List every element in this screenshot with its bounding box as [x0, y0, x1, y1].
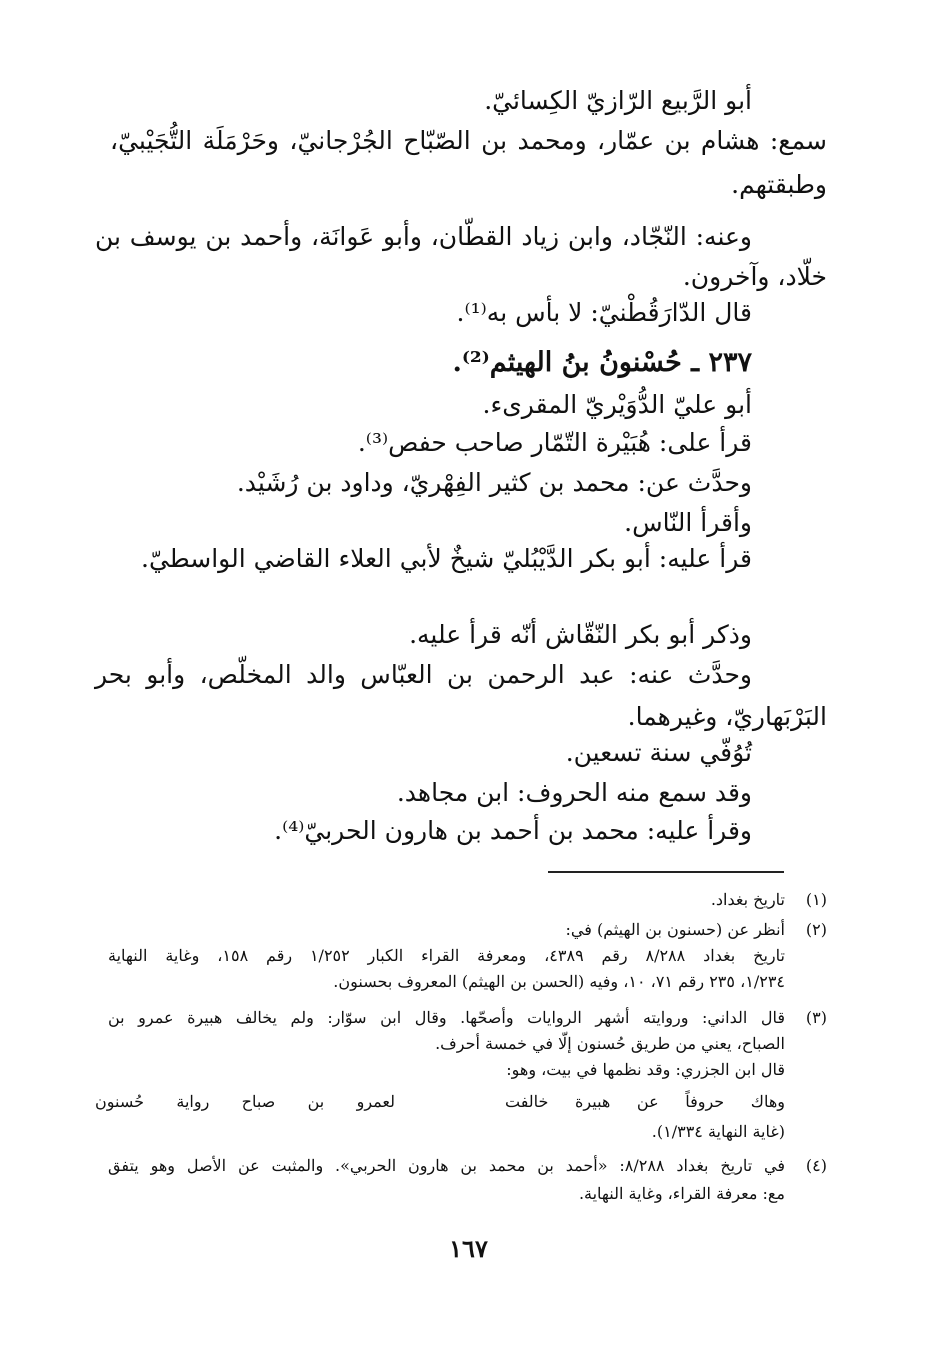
text-line-17: وقد سمع منه الحروف: ابن مجاهد.: [396, 778, 752, 807]
footnote-2-line-1: أنظر عن (حسنون بن الهيثم) في:: [565, 920, 785, 939]
text-line-1: أبو الرَّبيع الرّازيّ الكِسائيّ.: [484, 86, 752, 115]
text-line-3: وطبقتهم.: [731, 170, 827, 199]
footnote-number-3: (٣): [805, 1008, 827, 1027]
footnote-2-line-2: تاريخ بغداد ٨/٢٨٨ رقم ٤٣٨٩، ومعرفة القراء الكبار ١/٢٥٢ رقم ١٥٨، وغاية النهاية: [108, 946, 785, 965]
text-line-6: قال الدّارَقُطْنيّ: لا بأس به⁽¹⁾.: [456, 298, 752, 327]
footnote-2-line-3: ١/٢٣٤، ٢٣٥ رقم ٧١، ١٠، وفيه (الحسن بن الهيثم) المعروف بحسنون.: [333, 972, 785, 991]
footnote-1: تاريخ بغداد.: [710, 890, 785, 909]
page-number: ١٦٧: [449, 1234, 488, 1263]
footnote-3-verse-first-half: وهاك حروفاً عن هبيرة خالفت: [505, 1092, 785, 1111]
text-line-2: سمع: هشام بن عمّار، ومحمد بن الصّبّاح الجُرْجانيّ، وحَرْمَلَة التُّجَيْبيّ،: [110, 126, 827, 155]
footnote-4-line-1: في تاريخ بغداد ٨/٢٨٨: «أحمد بن محمد بن هارون الحربي». والمثبت عن الأصل وهو يتفق: [108, 1156, 786, 1175]
text-line-16: تُوُفّي سنة تسعين.: [565, 738, 752, 767]
footnote-3-line-5: (غاية النهاية ١/٣٣٤).: [651, 1122, 785, 1141]
footnote-separator: [548, 871, 784, 873]
footnote-number-1: (١): [805, 890, 827, 909]
text-line-8: أبو عليّ الدُّوَيْريّ المقرىء.: [482, 390, 752, 419]
footnote-number-4: (٤): [805, 1156, 827, 1175]
footnote-number-2: (٢): [805, 920, 827, 939]
text-line-13: وذكر أبو بكر النّقّاش أنّه قرأ عليه.: [409, 620, 752, 649]
text-line-12: قرأ عليه: أبو بكر الدَّيْبُليّ شيخٌ لأبي العلاء القاضي الواسطيّ.: [141, 544, 752, 573]
footnote-3-line-1: قال الداني: وروايته أشهر الروايات وأصحّها. وقال ابن سوّار: ولم يخالف هبيرة عمرو بن: [108, 1008, 785, 1027]
text-line-5: خلّاد، وآخرون.: [682, 262, 827, 291]
entry-heading: ٢٣٧ ـ حُسْنونُ بنُ الهيثم⁽²⁾.: [452, 347, 752, 378]
text-line-15: البَرْبَهاريّ، وغيرهما.: [627, 702, 827, 731]
footnote-4-line-2: مع: معرفة القراء، وغاية النهاية.: [578, 1184, 785, 1203]
text-line-4: وعنه: النّجّاد، وابن زياد القطّان، وأبو عَوانَة، وأحمد بن يوسف بن: [95, 222, 752, 251]
text-line-9: قرأ على: هُبَيْرة التّمّار صاحب حفص⁽³⁾.: [357, 428, 752, 457]
footnote-3-line-3: قال ابن الجزري: وقد نظمها في بيت، وهو:: [506, 1060, 785, 1079]
text-line-14: وحدَّث عنه: عبد الرحمن بن العبّاس والد المخلّص، وأبو بحر: [95, 660, 752, 689]
footnote-3-line-2: الصباح، يعني من طريق حُسنون إلّا في خمسة أحرف.: [435, 1034, 785, 1053]
text-line-10: وحدَّث عن: محمد بن كثير الفِهْريّ، وداود بن رُشَيْد.: [236, 468, 752, 497]
text-line-11: وأقرأ النّاس.: [624, 508, 752, 537]
footnote-3-verse-second-half: لعمرو بن صباح رواية حُسنون: [95, 1092, 395, 1111]
text-line-18: وقرأ عليه: محمد بن أحمد بن هارون الحربيّ⁽⁴⁾.: [274, 816, 752, 845]
